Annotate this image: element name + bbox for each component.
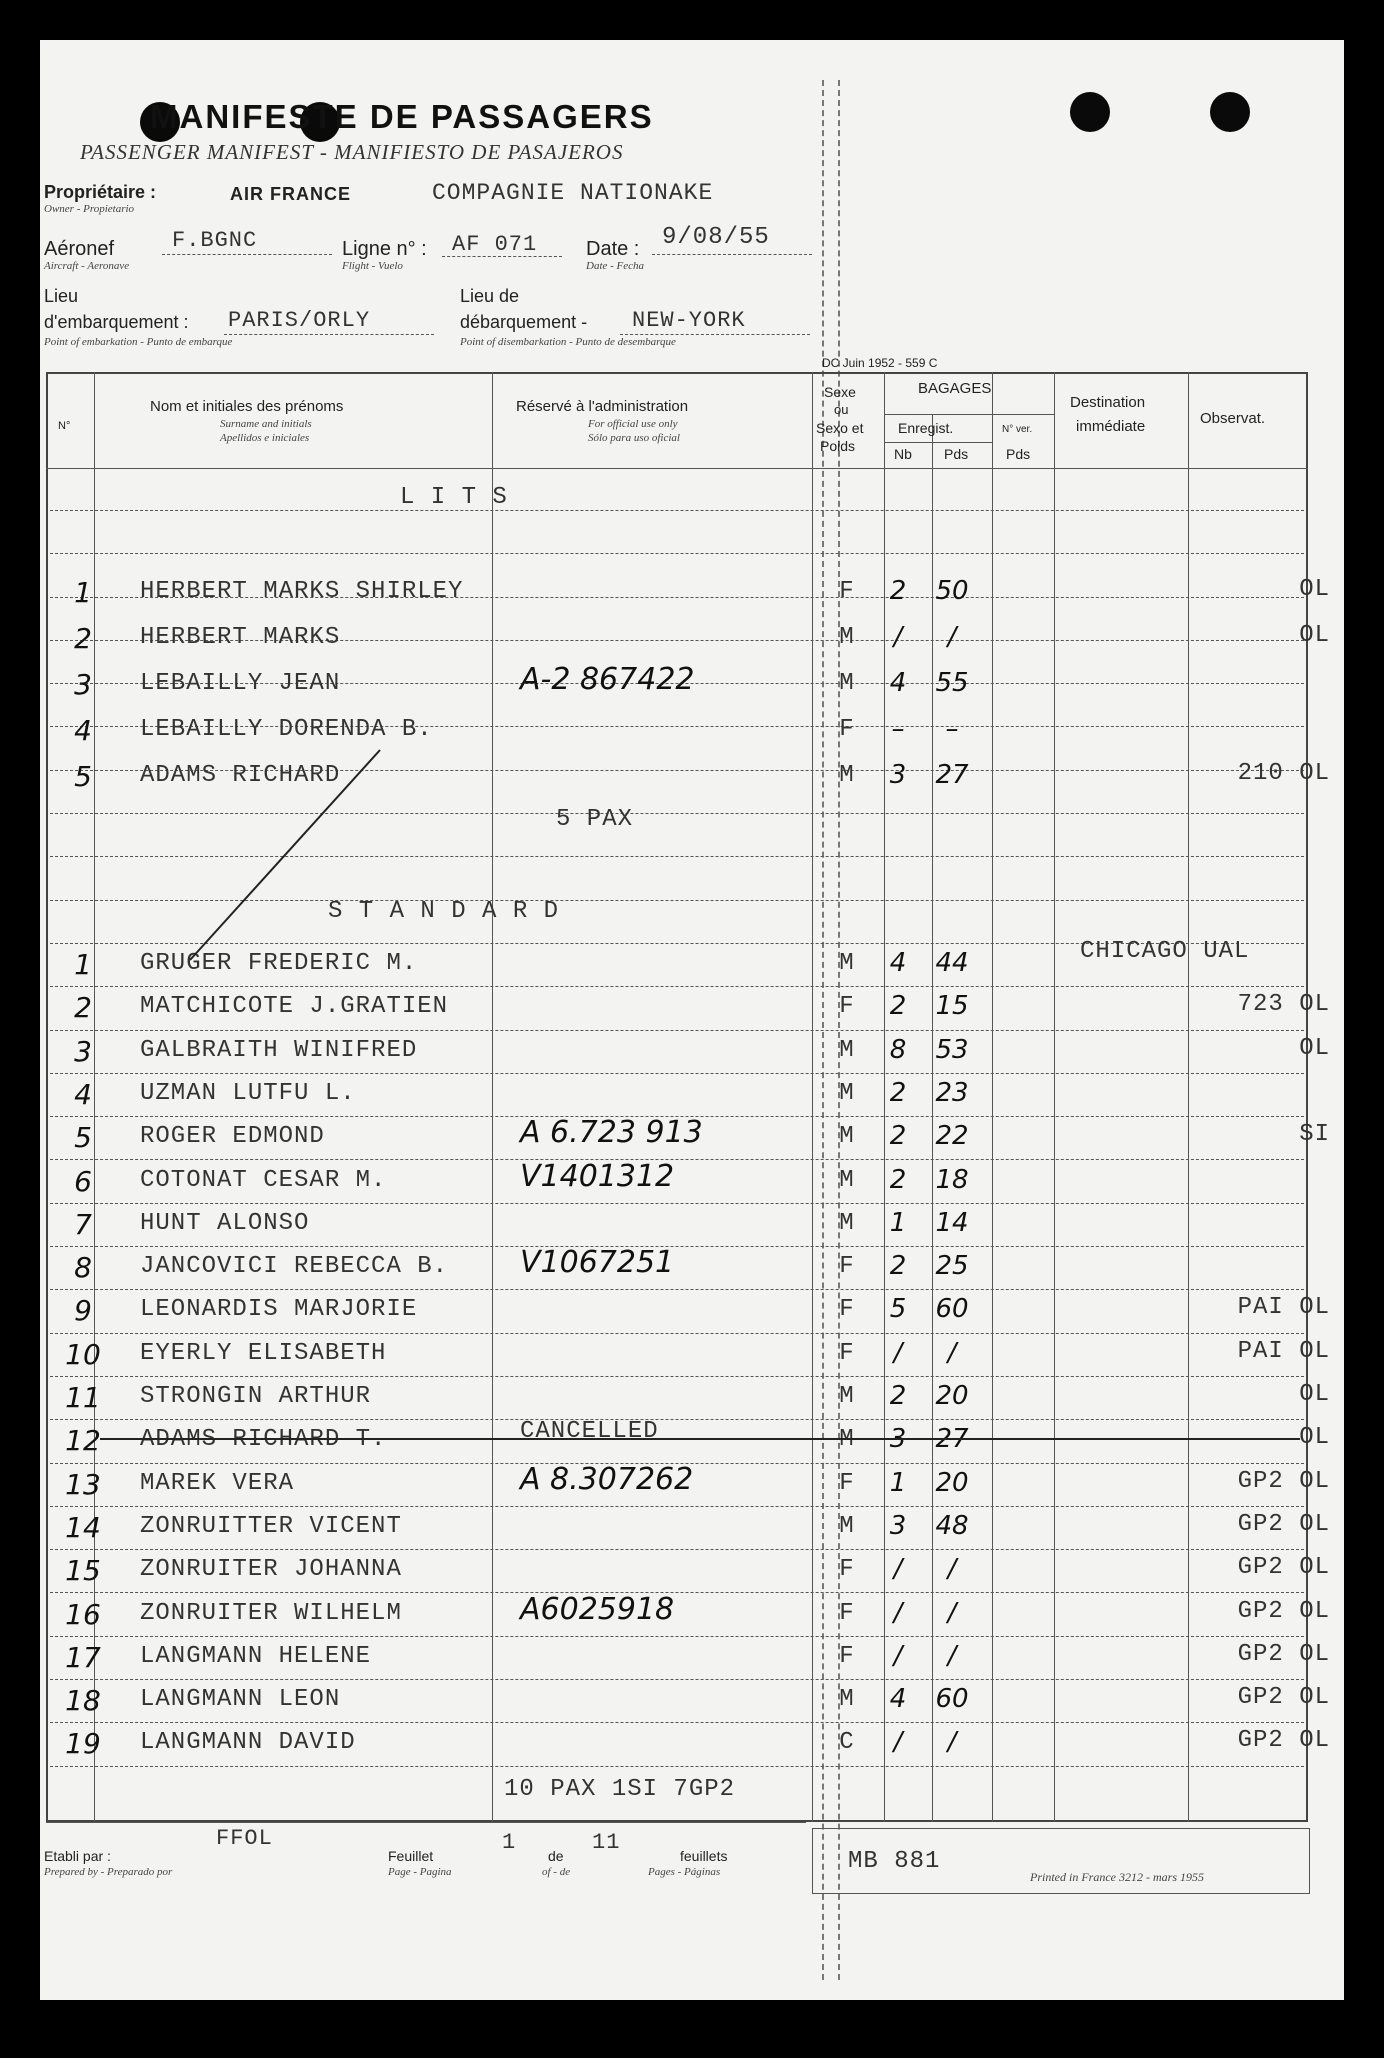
passenger-name: ZONRUITER WILHELM [140, 1599, 402, 1627]
passenger-sex: F [839, 716, 855, 743]
baggage-weight: / [947, 1554, 957, 1585]
hand-slash [180, 740, 400, 970]
passenger-sex: F [839, 993, 855, 1021]
col-name: Nom et initiales des prénoms [150, 398, 344, 415]
baggage-count: 2 [889, 991, 907, 1022]
passenger-sex: M [839, 1166, 855, 1194]
owner-typed: COMPAGNIE NATIONAKE [432, 180, 714, 206]
col-name-sub1: Surname and initials [220, 418, 312, 430]
feuillet-sublabel: Page - Pagina [388, 1866, 452, 1878]
feuillet-label: Feuillet [388, 1848, 434, 1864]
admin-reference: A-2 867422 [520, 662, 695, 697]
col-enregist: Enregist. [898, 420, 954, 436]
row-number: 2 [74, 991, 92, 1025]
destination: CHICAGO UAL [1080, 938, 1250, 965]
table-row [40, 1416, 1344, 1458]
row-number: 15 [65, 1554, 101, 1588]
row-number: 11 [65, 1381, 101, 1414]
baggage-count: / [893, 1554, 903, 1585]
col-sex-2: ou [834, 402, 849, 417]
passenger-sex: M [839, 762, 855, 789]
date-line [652, 254, 812, 255]
passenger-name: MAREK VERA [140, 1469, 295, 1497]
col-sex-1: Sexe [824, 384, 856, 400]
embark-label-1: Lieu [44, 286, 79, 306]
aircraft-line [162, 254, 332, 255]
row-rule [50, 1766, 1304, 1767]
passenger-name: LEBAILLY JEAN [140, 670, 341, 697]
col-name-sub2: Apellidos e iniciales [220, 432, 310, 444]
row-number: 2 [74, 622, 92, 655]
row-number: 13 [65, 1467, 101, 1501]
baggage-count: 2 [889, 1381, 907, 1411]
disembark-label-1: Lieu de [460, 286, 520, 306]
row-number: 10 [65, 1337, 101, 1371]
embark-line [224, 334, 434, 335]
baggage-weight: 20 [935, 1381, 969, 1411]
passenger-name: COTONAT CESAR M. [140, 1166, 387, 1194]
baggage-count: – [891, 714, 905, 744]
aircraft-value: F.BGNC [172, 228, 258, 253]
cancel-strike [100, 1438, 1300, 1440]
baggage-count: 4 [889, 948, 907, 978]
baggage-weight: 25 [935, 1251, 969, 1282]
admin-reference: A 6.723 913 [520, 1115, 703, 1151]
passenger-sex: M [839, 1209, 855, 1237]
baggage-count: 3 [889, 1424, 907, 1455]
baggage-weight: 55 [935, 668, 969, 698]
section-lits-total: 5 PAX [556, 806, 634, 833]
baggage-weight: 48 [935, 1510, 969, 1541]
manifest-sheet [40, 40, 1344, 2000]
baggage-weight: 22 [935, 1121, 969, 1152]
footer-top [46, 1822, 806, 1823]
table-row [40, 1460, 1344, 1502]
owner-value: AIR FRANCE [230, 184, 351, 204]
col-sex-4: Poids [820, 438, 856, 454]
passenger-name: LANGMANN HELENE [140, 1642, 372, 1670]
passenger-sex: M [839, 1383, 855, 1410]
bagages-divider [884, 414, 1054, 415]
row-number: 9 [74, 1294, 92, 1328]
col-sex-3: Sexo et [816, 420, 864, 436]
table-row [40, 568, 1344, 610]
baggage-count: 2 [889, 1251, 907, 1282]
disembark-value: NEW-YORK [632, 308, 746, 333]
header-bottom [46, 468, 1308, 469]
col-admin: Réservé à l'administration [516, 398, 689, 415]
observation: OL [1299, 1034, 1330, 1062]
baggage-weight: 27 [935, 1424, 969, 1455]
baggage-count: / [893, 1727, 903, 1758]
disembark-sublabel: Point of disembarkation - Punto de desembarque [460, 336, 676, 348]
date-label: Date : [586, 238, 640, 260]
table-row [40, 1633, 1344, 1675]
punch-hole-right-1 [1070, 92, 1110, 132]
row-number: 1 [74, 948, 92, 981]
baggage-count: 2 [889, 1121, 907, 1152]
table-row [40, 1027, 1344, 1069]
passenger-sex: M [839, 1512, 855, 1540]
passenger-name: LANGMANN LEON [140, 1686, 341, 1714]
flight-value: AF 071 [452, 232, 538, 257]
embark-value: PARIS/ORLY [228, 308, 371, 333]
baggage-weight: 15 [935, 991, 969, 1022]
baggage-count: 5 [889, 1294, 907, 1325]
baggage-weight: – [945, 714, 959, 744]
de-sublabel: of - de [542, 1866, 571, 1878]
admin-reference: CANCELLED [520, 1418, 659, 1446]
passenger-name: MATCHICOTE J.GRATIEN [140, 993, 449, 1021]
table-row [40, 1676, 1344, 1718]
embark-sublabel: Point of embarkation - Punto de embarque [44, 336, 233, 348]
row-number: 17 [65, 1640, 101, 1674]
de-label: de [548, 1848, 564, 1864]
admin-reference: V1067251 [520, 1245, 675, 1281]
table-row [40, 1719, 1344, 1761]
baggage-weight: / [947, 622, 957, 652]
form-code: DC Juin 1952 - 559 C [822, 356, 938, 370]
table-row [40, 1503, 1344, 1545]
table-row [40, 1200, 1344, 1242]
baggage-count: 2 [889, 1077, 907, 1108]
baggage-count: 4 [889, 668, 907, 698]
row-number: 6 [74, 1164, 92, 1198]
passenger-sex: F [839, 578, 855, 605]
col-admin-sub1: For official use only [588, 418, 678, 430]
baggage-weight: 20 [935, 1467, 969, 1498]
passenger-name: ZONRUITER JOHANNA [140, 1556, 402, 1584]
passenger-name: HERBERT MARKS SHIRLEY [140, 578, 464, 605]
row-number: 18 [65, 1684, 101, 1718]
section-standard-total: 10 PAX 1SI 7GP2 [504, 1776, 736, 1803]
flight-line [442, 256, 562, 257]
baggage-count: / [893, 622, 903, 652]
baggage-count: 1 [889, 1207, 907, 1238]
passenger-name: GALBRAITH WINIFRED [140, 1036, 418, 1064]
reference-number: MB 881 [848, 1848, 941, 1875]
row-number: 5 [74, 1121, 92, 1155]
prepared-value: FFOL [216, 1826, 273, 1851]
passenger-name: HUNT ALONSO [140, 1209, 310, 1237]
passenger-sex: F [839, 1296, 855, 1324]
feuillets-sublabel: Pages - Páginas [648, 1866, 721, 1878]
observation: OL [1299, 576, 1330, 603]
passenger-name: HERBERT MARKS [140, 624, 341, 651]
passenger-sex: M [839, 1079, 855, 1107]
date-sublabel: Date - Fecha [586, 260, 645, 272]
passenger-sex: C [839, 1729, 855, 1757]
col-dest-1: Destination [1070, 394, 1146, 411]
passenger-sex: M [839, 1686, 855, 1714]
col-bagages: BAGAGES [918, 380, 992, 397]
observation: GP2 OL [1237, 1510, 1330, 1538]
table-row [40, 1546, 1344, 1588]
passenger-sex: F [839, 1339, 855, 1367]
enregist-divider [884, 442, 992, 443]
observation: GP2 OL [1237, 1467, 1330, 1495]
embark-label-2: d'embarquement : [44, 312, 189, 332]
passenger-name: ROGER EDMOND [140, 1123, 325, 1151]
baggage-weight: / [947, 1597, 957, 1628]
admin-reference: A6025918 [520, 1591, 675, 1627]
passenger-sex: M [839, 1426, 855, 1454]
prepared-label: Etabli par : [44, 1848, 111, 1864]
col-admin-sub2: Sólo para uso oficial [588, 432, 680, 444]
table-row [40, 1373, 1344, 1415]
baggage-weight: 53 [935, 1034, 969, 1065]
aircraft-label: Aéronef [44, 238, 115, 260]
observation: GP2 OL [1237, 1727, 1330, 1755]
col-no: N° [58, 420, 71, 432]
row-number: 14 [65, 1510, 101, 1544]
baggage-weight: 18 [935, 1164, 969, 1195]
table-row [40, 1157, 1344, 1199]
table-row [40, 1286, 1344, 1328]
observation: OL [1299, 1381, 1330, 1408]
baggage-weight: 27 [935, 760, 969, 790]
baggage-weight: 23 [935, 1077, 969, 1108]
observation: OL [1299, 622, 1330, 649]
row-number: 3 [74, 1034, 92, 1068]
row-number: 19 [65, 1727, 101, 1761]
passenger-name: ZONRUITTER VICENT [140, 1512, 402, 1540]
table-row [40, 1590, 1344, 1632]
observation: PAI OL [1237, 1294, 1330, 1322]
date-value: 9/08/55 [662, 224, 770, 251]
baggage-weight: 14 [935, 1207, 969, 1238]
row-rule [50, 553, 1304, 554]
owner-label: Propriétaire : [44, 182, 157, 202]
feuillet-value: 1 [502, 1830, 517, 1855]
aircraft-sublabel: Aircraft - Aeronave [44, 260, 130, 272]
baggage-count: 3 [889, 1510, 907, 1541]
observation: GP2 OL [1237, 1684, 1330, 1712]
section-standard: S T A N D A R D [328, 898, 560, 925]
col-obs: Observat. [1200, 410, 1266, 427]
table-row [40, 660, 1344, 702]
passenger-sex: F [839, 1253, 855, 1281]
row-number: 16 [65, 1597, 101, 1631]
col-n-ver: N° ver. [1002, 424, 1033, 435]
table-row [40, 1330, 1344, 1372]
baggage-weight: / [947, 1337, 957, 1368]
de-value: 11 [592, 1830, 621, 1855]
baggage-weight: 60 [935, 1294, 969, 1325]
baggage-weight: / [947, 1727, 957, 1758]
row-number: 12 [65, 1424, 101, 1458]
baggage-weight: 60 [935, 1684, 969, 1715]
col-pds: Pds [944, 446, 969, 462]
baggage-count: / [893, 1337, 903, 1368]
baggage-count: 2 [889, 576, 907, 606]
passenger-sex: F [839, 1556, 855, 1584]
page-title: MANIFESTE DE PASSAGERS [150, 98, 654, 135]
baggage-weight: 44 [935, 948, 969, 978]
passenger-sex: M [839, 950, 855, 977]
table-row [40, 1070, 1344, 1112]
table-row [40, 1243, 1344, 1285]
passenger-sex: M [839, 624, 855, 651]
observation: SI [1299, 1121, 1330, 1149]
row-number: 4 [74, 1077, 92, 1111]
printed-note: Printed in France 3212 - mars 1955 [1030, 1870, 1204, 1884]
baggage-count: / [893, 1640, 903, 1671]
passenger-sex: M [839, 1036, 855, 1064]
table-row [40, 983, 1344, 1025]
punch-hole-right-2 [1210, 92, 1250, 132]
passenger-sex: M [839, 1123, 855, 1151]
row-number: 4 [74, 714, 92, 747]
baggage-count: / [893, 1597, 903, 1628]
passenger-name: ADAMS RICHARD T. [140, 1426, 387, 1454]
table-row [40, 614, 1344, 656]
passenger-sex: F [839, 1599, 855, 1627]
baggage-count: 2 [889, 1164, 907, 1195]
passenger-sex: F [839, 1469, 855, 1497]
row-number: 8 [74, 1251, 92, 1285]
passenger-name: STRONGIN ARTHUR [140, 1383, 372, 1410]
flight-sublabel: Flight - Vuelo [342, 260, 403, 272]
section-lits: L I T S [400, 484, 508, 511]
observation: GP2 OL [1237, 1554, 1330, 1582]
admin-reference: A 8.307262 [520, 1461, 694, 1497]
passenger-name: LEONARDIS MARJORIE [140, 1296, 418, 1324]
prepared-sublabel: Prepared by - Preparado por [44, 1866, 173, 1878]
passenger-name: JANCOVICI REBECCA B. [140, 1253, 449, 1281]
row-number: 5 [74, 760, 92, 793]
passenger-name: ADAMS RICHARD [140, 762, 341, 789]
row-number: 1 [74, 576, 92, 609]
row-rule [50, 510, 1304, 511]
page-subtitle: PASSENGER MANIFEST - MANIFIESTO DE PASAJEROS [80, 140, 624, 164]
passenger-name: EYERLY ELISABETH [140, 1339, 387, 1367]
col-nb: Nb [894, 446, 912, 462]
passenger-name: LEBAILLY DORENDA B. [140, 716, 433, 743]
passenger-name: GRUGER FREDERIC M. [140, 950, 418, 977]
baggage-weight: / [947, 1640, 957, 1671]
observation: GP2 OL [1237, 1640, 1330, 1668]
observation: 210 OL [1237, 760, 1330, 787]
passenger-sex: M [839, 670, 855, 697]
row-number: 3 [74, 668, 92, 701]
flight-label: Ligne n° : [342, 238, 427, 260]
observation: GP2 OL [1237, 1597, 1330, 1625]
observation: PAI OL [1237, 1337, 1330, 1365]
disembark-label-2: débarquement - [460, 312, 588, 332]
owner-sublabel: Owner - Propietario [44, 203, 135, 215]
feuillets-label: feuillets [680, 1848, 728, 1864]
passenger-name: UZMAN LUTFU L. [140, 1079, 356, 1107]
col-dest-2: immédiate [1076, 418, 1146, 435]
observation: OL [1299, 1424, 1330, 1452]
table-row [40, 1113, 1344, 1155]
observation: 723 OL [1237, 991, 1330, 1019]
passenger-sex: F [839, 1642, 855, 1670]
disembark-line [620, 334, 810, 335]
baggage-count: 8 [889, 1034, 907, 1065]
passenger-name: LANGMANN DAVID [140, 1729, 356, 1757]
baggage-count: 4 [889, 1684, 907, 1715]
baggage-count: 1 [889, 1467, 907, 1498]
col-pds2: Pds [1006, 446, 1031, 462]
admin-reference: V1401312 [520, 1158, 675, 1194]
row-number: 7 [74, 1207, 92, 1241]
baggage-count: 3 [889, 760, 907, 790]
baggage-weight: 50 [935, 576, 969, 606]
